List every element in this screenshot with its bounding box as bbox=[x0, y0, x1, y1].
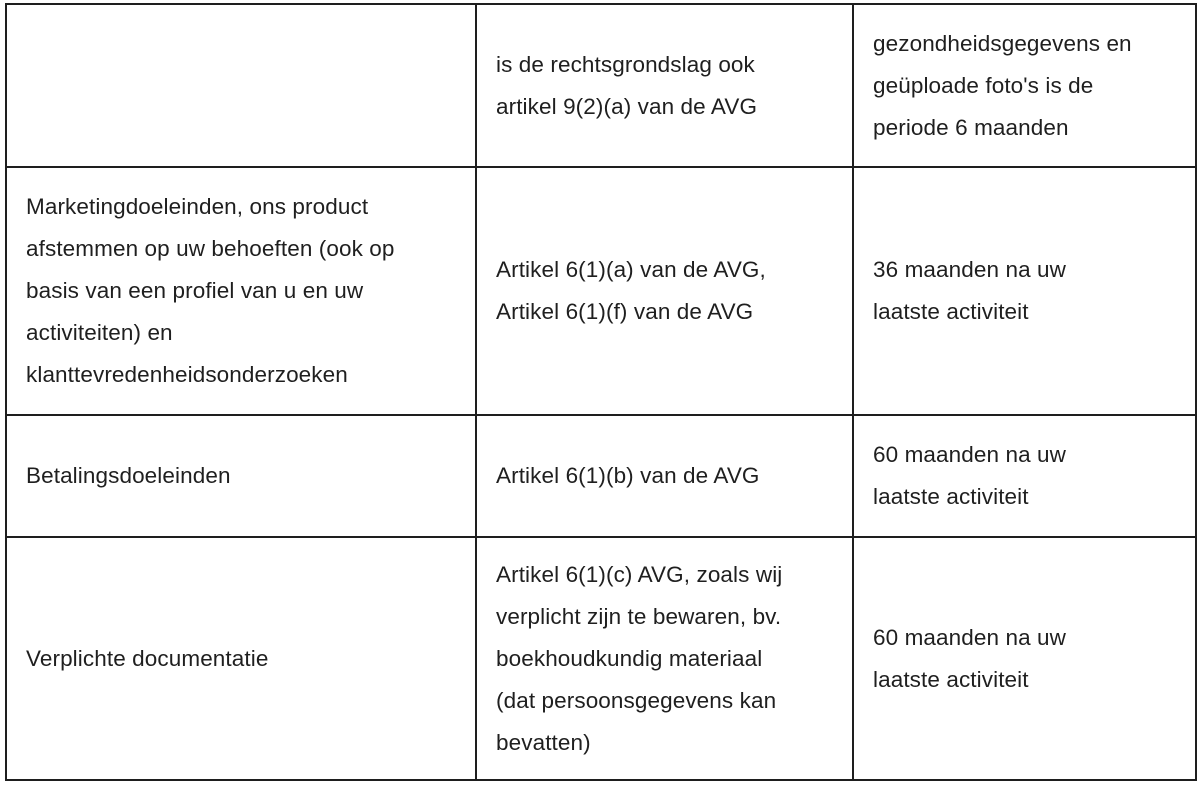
cell-line: klanttevredenheidsonderzoeken bbox=[26, 362, 348, 387]
legal-basis-cell bbox=[476, 415, 853, 537]
purpose-cell bbox=[6, 4, 476, 167]
cell-line: afstemmen op uw behoeften (ook op bbox=[26, 236, 395, 261]
cell-line: Artikel 6(1)(c) AVG, zoals wij bbox=[496, 561, 783, 587]
cell-line: Artikel 6(1)(a) van de AVG, bbox=[496, 257, 766, 282]
cell-line: verplicht zijn te bewaren, bv. bbox=[496, 603, 782, 629]
cell-line: Artikel 6(1)(b) van de AVG bbox=[496, 463, 760, 488]
legal-basis-cell bbox=[476, 167, 853, 415]
cell-line: 60 maanden na uw bbox=[873, 624, 1066, 650]
cell-line: Marketingdoeleinden, ons product bbox=[26, 194, 369, 219]
cell-line: boekhoudkundig materiaal bbox=[496, 645, 763, 671]
cell-line: Betalingsdoeleinden bbox=[26, 463, 231, 488]
retention-cell bbox=[853, 537, 1196, 780]
cell-line: artikel 9(2)(a) van de AVG bbox=[496, 93, 758, 119]
purpose-cell bbox=[6, 167, 476, 415]
retention-cell bbox=[853, 167, 1196, 415]
purpose-cell bbox=[6, 537, 476, 780]
cell-line: gezondheidsgegevens en bbox=[873, 30, 1132, 56]
table-row bbox=[6, 4, 1196, 167]
legal-basis-cell bbox=[476, 4, 853, 167]
retention-cell bbox=[853, 415, 1196, 537]
cell-line: laatste activiteit bbox=[873, 299, 1029, 324]
cell-line: laatste activiteit bbox=[873, 666, 1029, 692]
cell-line: bevatten) bbox=[496, 729, 591, 755]
cell-line: Verplichte documentatie bbox=[26, 645, 269, 671]
purpose-cell bbox=[6, 415, 476, 537]
table-row bbox=[6, 167, 1196, 415]
cell-line: (dat persoonsgegevens kan bbox=[496, 687, 777, 713]
cell-line: activiteiten) en bbox=[26, 320, 173, 345]
cell-line: 60 maanden na uw bbox=[873, 442, 1066, 467]
data-processing-table bbox=[5, 3, 1197, 781]
cell-line: basis van een profiel van u en uw bbox=[26, 278, 364, 303]
cell-line: Artikel 6(1)(f) van de AVG bbox=[496, 299, 754, 324]
table-row bbox=[6, 415, 1196, 537]
cell-line: is de rechtsgrondslag ook bbox=[496, 51, 755, 77]
cell-line: 36 maanden na uw bbox=[873, 257, 1066, 282]
legal-basis-cell bbox=[476, 537, 853, 780]
table-row bbox=[6, 537, 1196, 780]
cell-line: laatste activiteit bbox=[873, 484, 1029, 509]
cell-line: periode 6 maanden bbox=[873, 114, 1069, 140]
cell-line: geüploade foto's is de bbox=[873, 72, 1094, 98]
retention-cell bbox=[853, 4, 1196, 167]
